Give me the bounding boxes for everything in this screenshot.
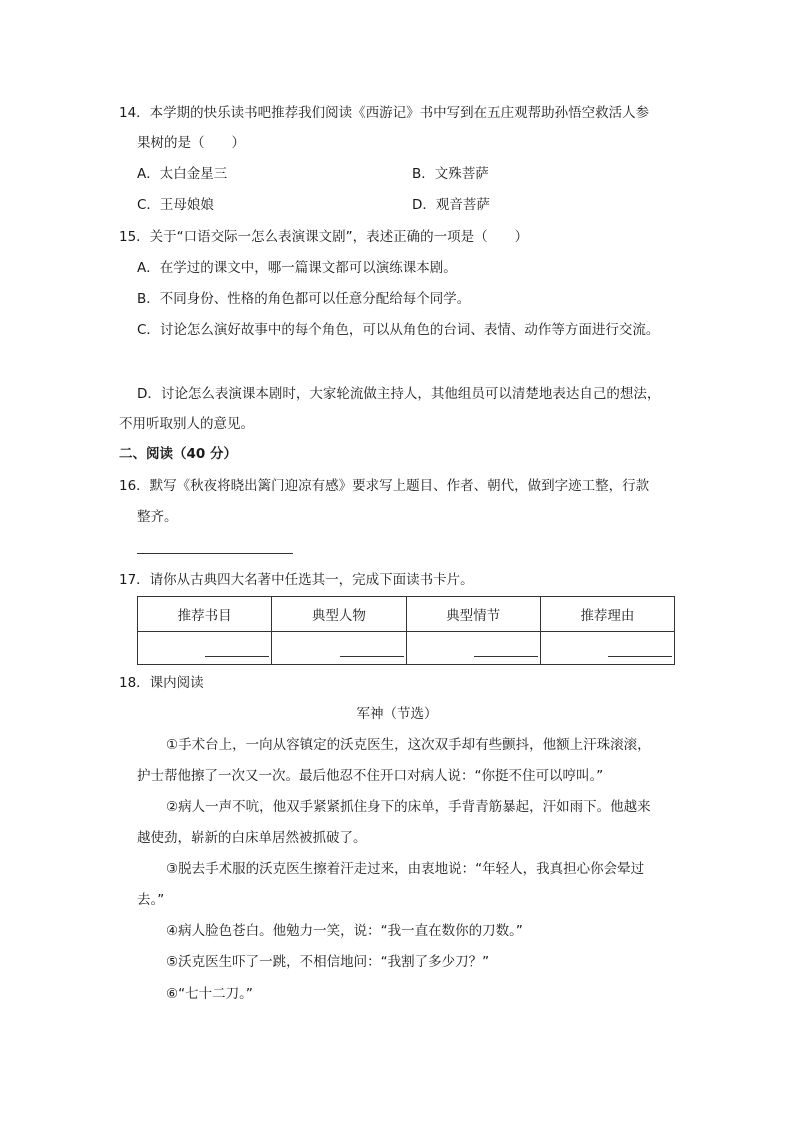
cell-book-blank[interactable] bbox=[138, 632, 272, 665]
table-row bbox=[138, 632, 675, 665]
q15-option-d-line2: 不用听取别人的意见。 bbox=[119, 416, 254, 432]
q14-option-c: C．王母娘娘 bbox=[137, 197, 214, 213]
cell-reason-blank[interactable] bbox=[540, 632, 674, 665]
q15-stem: 15．关于“口语交际一怎么表演课文剧”，表述正确的一项是（ ） bbox=[119, 229, 529, 245]
q15-option-c: C．讨论怎么演好故事中的每个角色，可以从角色的台词、表情、动作等方面进行交流。 bbox=[137, 322, 660, 338]
q14-option-a: A．太白金星三 bbox=[137, 166, 228, 182]
header-typical-character: 典型人物 bbox=[272, 597, 406, 632]
q14-option-b: B．文殊菩萨 bbox=[412, 166, 489, 182]
cell-plot-blank[interactable] bbox=[406, 632, 540, 665]
q16-stem-line1: 16．默写《秋夜将晓出篱门迎凉有感》要求写上题目、作者、朝代，做到字迹工整，行款 bbox=[119, 478, 650, 494]
q18-stem: 18．课内阅读 bbox=[119, 675, 204, 691]
table-header-row bbox=[138, 597, 675, 632]
q15-option-b: B．不同身份、性格的角色都可以任意分配给每个同学。 bbox=[137, 291, 471, 307]
q14-option-d: D．观音菩萨 bbox=[412, 197, 490, 213]
reading-card-table bbox=[137, 596, 675, 665]
q16-answer-blank[interactable] bbox=[137, 553, 293, 554]
passage-title: 军神（节选） bbox=[356, 706, 438, 722]
q17-stem: 17．请你从古典四大名著中任选其一，完成下面读书卡片。 bbox=[119, 572, 474, 588]
passage-p5: ⑤沃克医生吓了一跳，不相信地问：“我割了多少刀？” bbox=[166, 954, 490, 970]
q16-stem-line2: 整齐。 bbox=[137, 509, 178, 525]
q15-option-a: A．在学过的课文中，哪一篇课文都可以演练课本剧。 bbox=[137, 260, 457, 276]
passage-p2-line2: 越使劲，崭新的白床单居然被抓破了。 bbox=[137, 830, 367, 846]
header-recommend-reason: 推荐理由 bbox=[540, 597, 674, 632]
passage-p3-line2: 去。” bbox=[137, 892, 165, 908]
section-heading-reading: 二、阅读（40 分） bbox=[119, 446, 237, 462]
cell-character-blank[interactable] bbox=[272, 632, 406, 665]
q14-stem-line1: 14．本学期的快乐读书吧推荐我们阅读《西游记》书中写到在五庄观帮助孙悟空救活人参 bbox=[119, 105, 650, 121]
passage-p1-line1: ①手术台上，一向从容镇定的沃克医生，这次双手却有些颤抖，他额上汗珠滚滚， bbox=[166, 737, 651, 753]
passage-p6: ⑥“七十二刀。” bbox=[166, 986, 253, 1002]
q15-option-d-line1: D．讨论怎么表演课本剧时，大家轮流做主持人，其他组员可以清楚地表达自己的想法， bbox=[137, 386, 661, 402]
header-recommended-book: 推荐书目 bbox=[138, 597, 272, 632]
passage-p3-line1: ③脱去手术服的沃克医生擦着汗走过来，由衷地说：“年轻人，我真担心你会晕过 bbox=[166, 861, 645, 877]
passage-p1-line2: 护士帮他擦了一次又一次。最后他忍不住开口对病人说：“你挺不住可以哼叫。” bbox=[137, 768, 604, 784]
passage-p2-line1: ②病人一声不吭，他双手紧紧抓住身下的床单，手背青筋暴起，汗如雨下。他越来 bbox=[166, 799, 651, 815]
q14-stem-line2: 果树的是（ ） bbox=[137, 135, 245, 151]
header-typical-plot: 典型情节 bbox=[406, 597, 540, 632]
passage-p4: ④病人脸色苍白。他勉力一笑，说：“我一直在数你的刀数。” bbox=[166, 923, 523, 939]
